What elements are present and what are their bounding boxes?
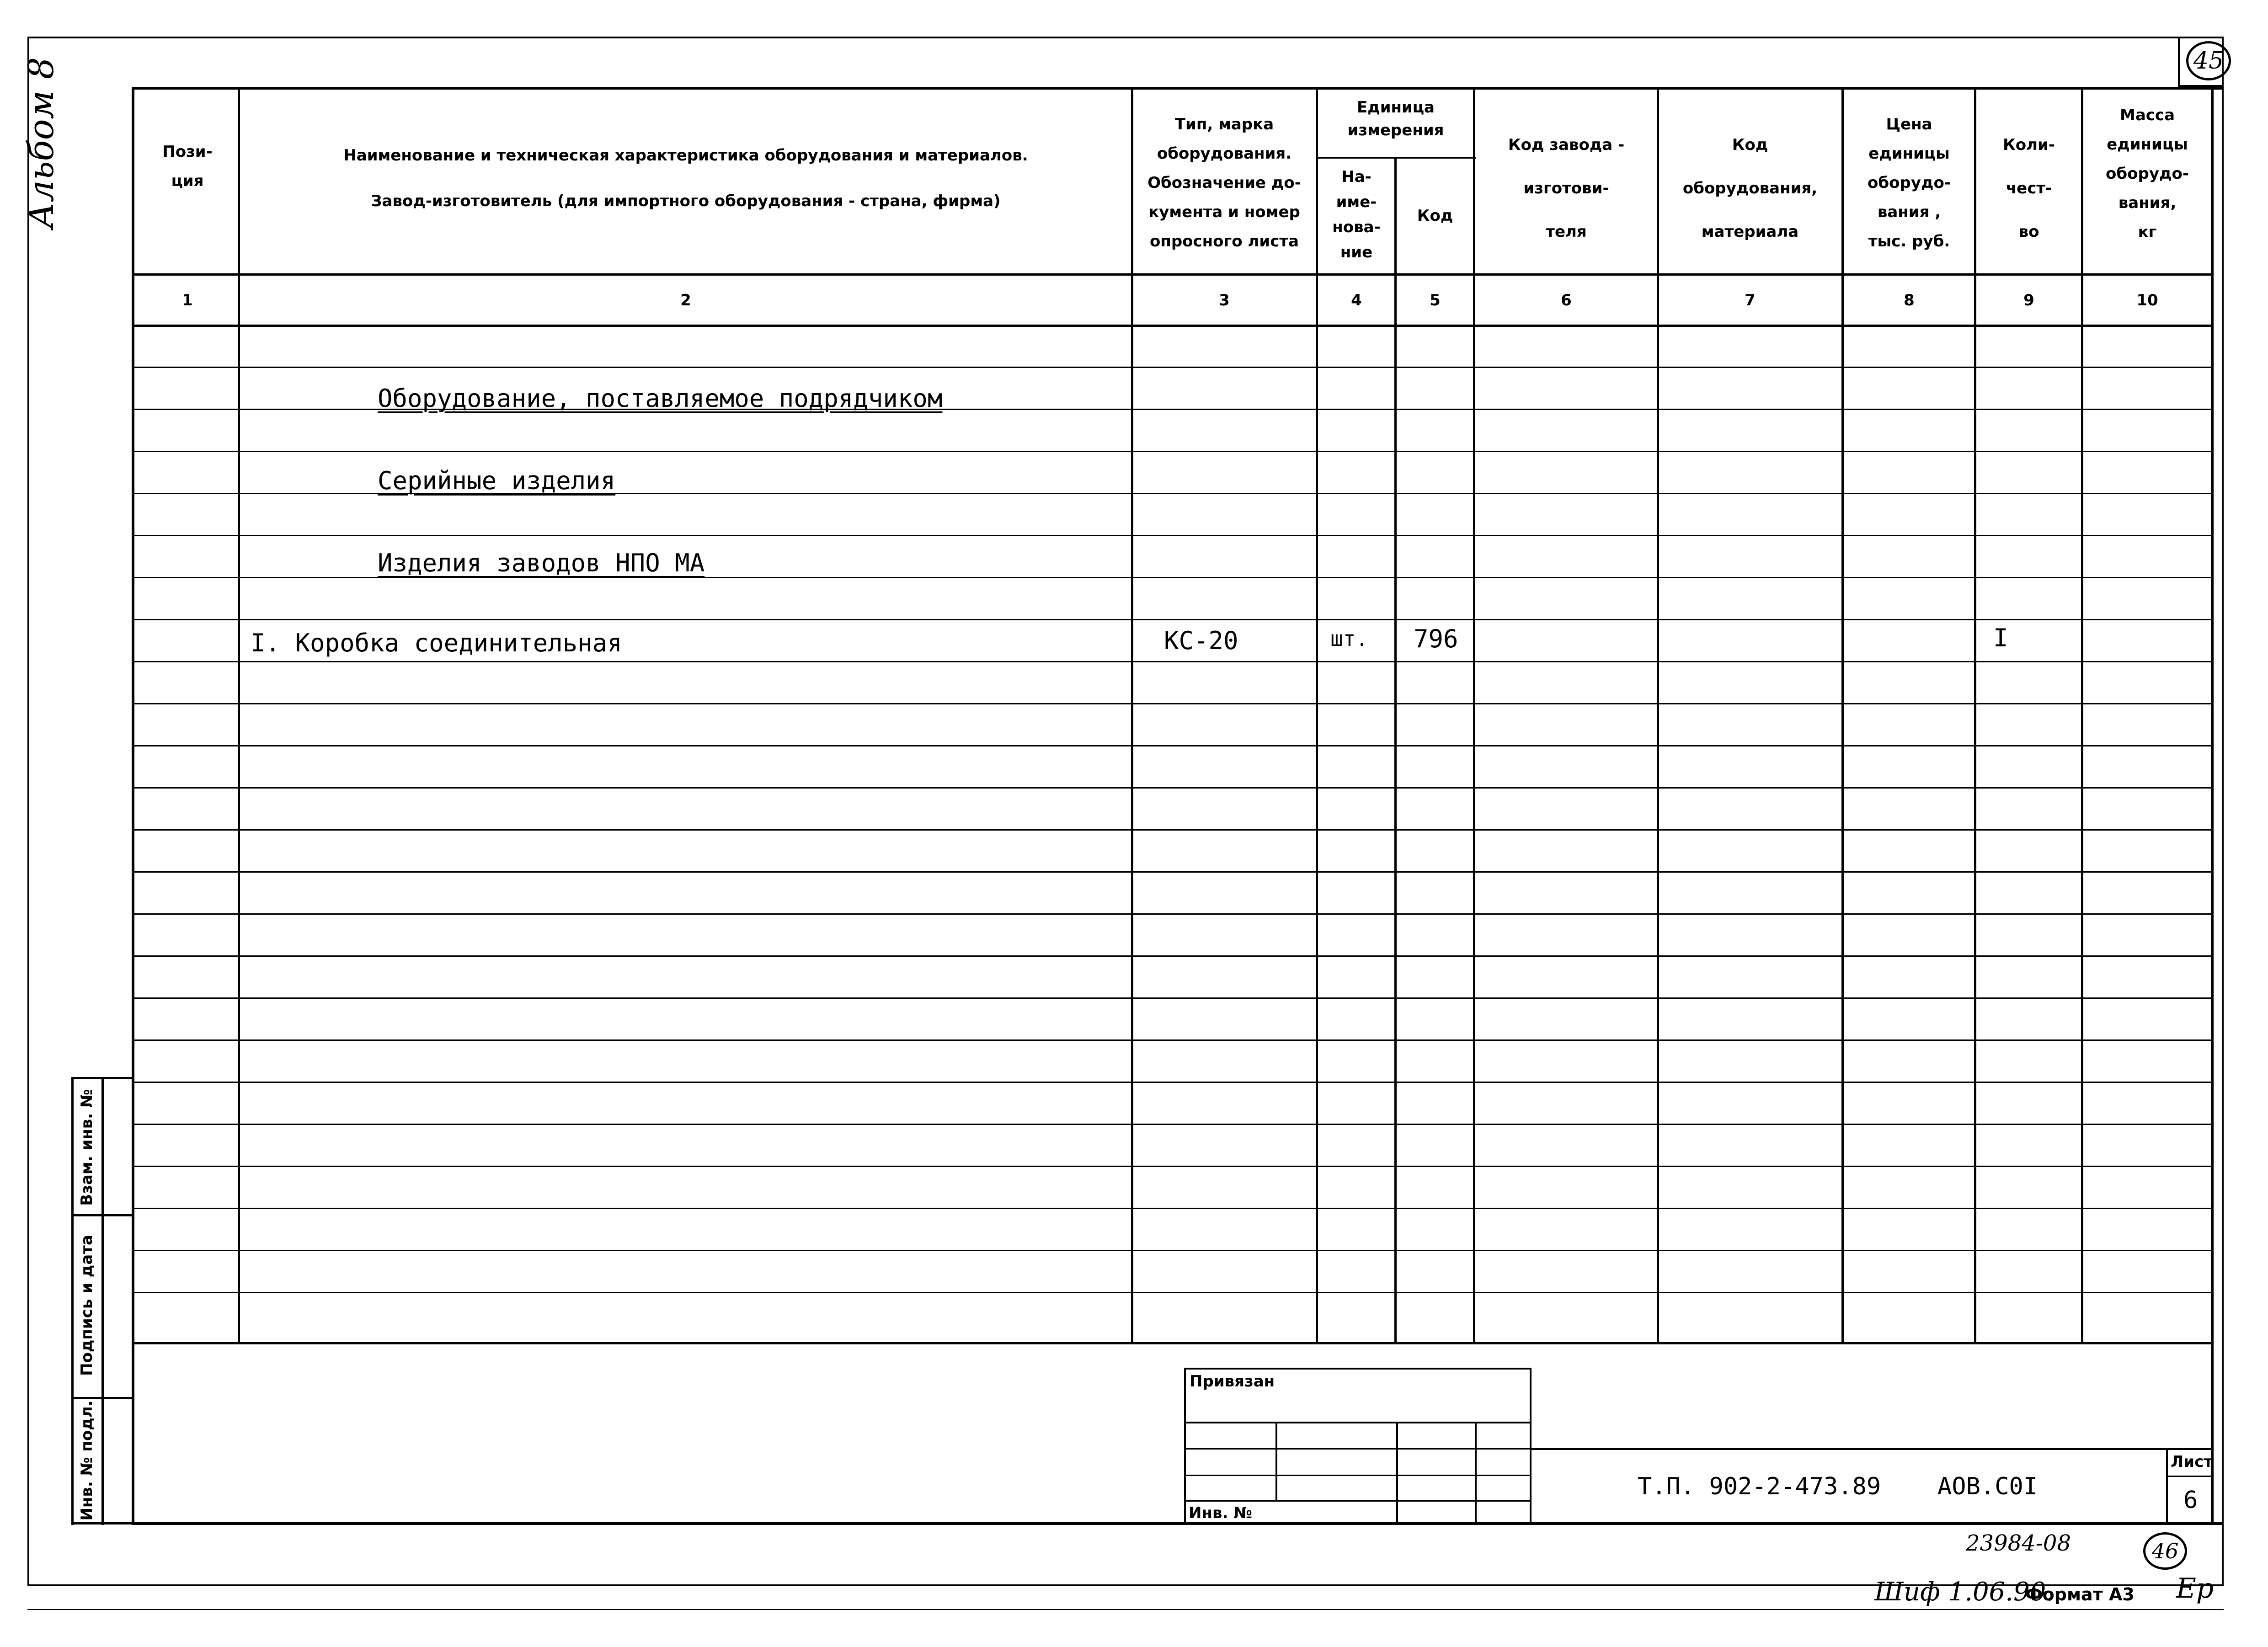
col-divider-3: [1316, 87, 1318, 1344]
format-label: Формат А3: [2025, 1584, 2135, 1604]
title-block-top: [1184, 1368, 1532, 1370]
sheet-cell-mid: [2166, 1476, 2214, 1477]
circled-number-ring: [2143, 1532, 2187, 1570]
row-line: [132, 1082, 2214, 1083]
row-unit-code: 796: [1414, 624, 1458, 653]
header-name: Наименование и техническая характеристика оборудования и материалов. Завод-изготовитель (для импортного оборудования - страна, фирма): [343, 146, 1028, 210]
row-line: [132, 661, 2214, 662]
column-number: 5: [1430, 291, 1441, 309]
handwritten-date: Шиф 1.06.90.: [1874, 1577, 2055, 1607]
col-divider-9: [2081, 87, 2083, 1344]
col-divider-1: [238, 87, 240, 1344]
section-contractor-equipment: Оборудование, поставляемое подрядчиком: [378, 384, 943, 413]
header-factory-code: Код завода - изготови- теля: [1508, 136, 1625, 241]
section-npo-products: Изделия заводов НПО МА: [378, 549, 705, 577]
row-line: [132, 367, 2214, 368]
row-line: [132, 535, 2214, 536]
row-line: [132, 1292, 2214, 1293]
numbers-bottom-line: [132, 325, 2214, 327]
side-stamp-left: [71, 1077, 74, 1525]
col-divider-6: [1657, 87, 1659, 1344]
side-stamp-right: [101, 1077, 104, 1525]
sheet-label: Лист: [2171, 1453, 2213, 1471]
table-bottom-line: [132, 1342, 2214, 1344]
header-quantity: Коли- чест- во: [2003, 136, 2055, 241]
column-number: 2: [680, 291, 691, 309]
row-line: [132, 955, 2214, 957]
sheet-stamp: 45: [2193, 47, 2224, 75]
row-line: [132, 913, 2214, 915]
side-stamp-top: [71, 1077, 133, 1079]
column-number: 10: [2136, 291, 2158, 309]
circled-number: 46: [2151, 1539, 2179, 1563]
header-bottom-line: [132, 273, 2214, 276]
sheet-number: 6: [2183, 1487, 2198, 1514]
title-block-col: [1396, 1422, 1398, 1525]
row-line: [132, 1208, 2214, 1209]
row-line: [132, 787, 2214, 789]
header-unit-group: Единица измерения: [1347, 98, 1444, 139]
row-line: [132, 745, 2214, 746]
header-position: Пози- ция: [162, 143, 213, 190]
side-stamp-div: [71, 1214, 133, 1216]
header-unit-code: Код: [1417, 207, 1453, 225]
column-number: 1: [182, 291, 193, 309]
title-block-row: [1184, 1448, 1532, 1450]
row-line: [132, 619, 2214, 620]
title-attached: Привязан: [1190, 1372, 1275, 1391]
header-type: Тип, марка оборудования. Обозначение до- кумента и номер опросного листа: [1147, 115, 1301, 251]
column-number: 3: [1219, 291, 1230, 309]
row-line: [132, 1250, 2214, 1251]
title-block-col: [1475, 1422, 1477, 1525]
trim-line: [27, 1609, 2224, 1610]
frame-left: [132, 87, 134, 1522]
col-divider-2: [1131, 87, 1133, 1344]
title-block-row: [1184, 1475, 1532, 1476]
row-line: [132, 997, 2214, 999]
sheet-cell-left: [2166, 1448, 2168, 1525]
header-price: Цена единицы оборудо- вания , тыс. руб.: [1868, 115, 1951, 251]
sheet-border-top: [27, 37, 2224, 38]
sheet-stamp-box-left: [2178, 37, 2180, 87]
header-unit-name: На- име- нова- ние: [1332, 168, 1381, 261]
sheet-stamp-circle: [2186, 41, 2231, 80]
side-stamp-inv: Инв. № подл.: [78, 1400, 96, 1521]
title-inv: Инв. №: [1189, 1504, 1253, 1522]
frame-bottom: [132, 1522, 2224, 1525]
column-number: 7: [1745, 291, 1756, 309]
initials: Ер: [2176, 1572, 2214, 1604]
album-label: Альбом 8: [21, 57, 61, 229]
row-line: [132, 1124, 2214, 1125]
side-stamp-signature: Подпись и дата: [78, 1235, 96, 1376]
col-divider-5: [1473, 87, 1475, 1344]
row-line: [132, 703, 2214, 704]
row-unit-name: шт.: [1330, 626, 1369, 651]
column-number: 8: [1904, 291, 1915, 309]
row-line: [132, 829, 2214, 831]
section-serial-products: Серийные изделия: [378, 466, 616, 495]
row-line: [132, 451, 2214, 452]
sheet-border-right: [2222, 37, 2224, 1586]
column-number: 4: [1351, 291, 1362, 309]
row-line: [132, 1039, 2214, 1041]
title-main-top: [1530, 1448, 2214, 1450]
column-number: 6: [1561, 291, 1572, 309]
title-block-row: [1184, 1422, 1532, 1423]
row-name: I. Коробка соединительная: [251, 629, 622, 657]
sheet-border-left: [27, 37, 29, 1586]
header-equipment-code: Код оборудования, материала: [1682, 136, 1818, 241]
frame-top: [132, 87, 2224, 90]
column-number: 9: [2023, 291, 2034, 309]
row-line: [132, 1166, 2214, 1167]
document-code: Т.П. 902-2-473.89: [1638, 1473, 1881, 1500]
row-line: [132, 871, 2214, 873]
header-mass: Масса единицы оборудо- вания, кг: [2106, 106, 2189, 241]
row-quantity: I: [1993, 624, 2008, 652]
row-type: КС-20: [1164, 626, 1238, 655]
title-block-col: [1275, 1422, 1277, 1500]
archive-number: 23984-08: [1966, 1530, 2071, 1556]
document-section: АОВ.С0I: [1937, 1473, 2038, 1500]
col-divider-7: [1841, 87, 1844, 1344]
side-stamp-replace: Взам. инв. №: [78, 1089, 96, 1206]
title-block-row: [1184, 1500, 1532, 1502]
col-divider-8: [1974, 87, 1976, 1344]
